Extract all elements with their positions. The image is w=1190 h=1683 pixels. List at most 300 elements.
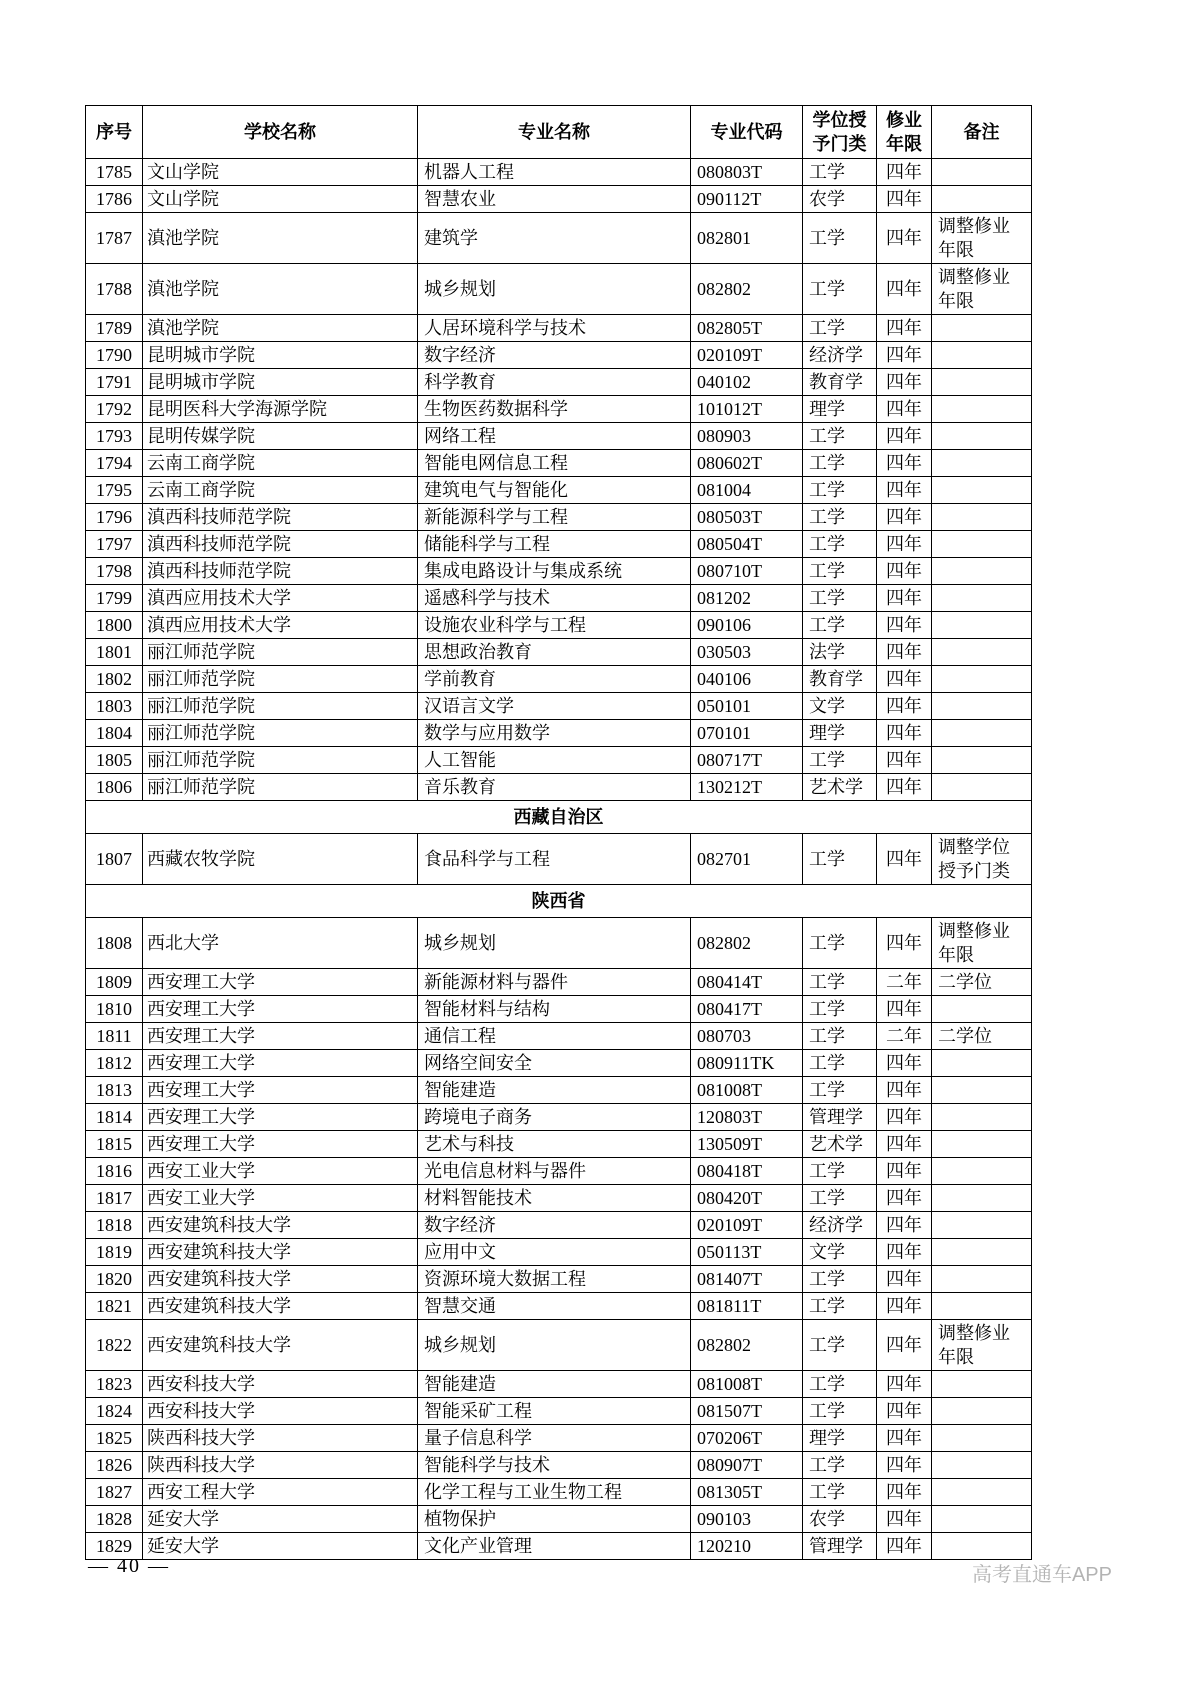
cell-school: 西安理工大学 [143, 996, 418, 1023]
table-row [86, 1239, 1032, 1266]
cell-major: 应用中文 [418, 1239, 691, 1266]
cell-degree: 农学 [803, 186, 877, 213]
cell-years: 四年 [877, 186, 932, 213]
cell-index: 1828 [86, 1506, 143, 1533]
cell-index: 1786 [86, 186, 143, 213]
cell-code: 080602T [691, 450, 803, 477]
cell-remark: 调整修业年限 [932, 918, 1032, 969]
cell-remark [932, 369, 1032, 396]
cell-major: 智慧农业 [418, 186, 691, 213]
table-row [86, 1371, 1032, 1398]
cell-index: 1810 [86, 996, 143, 1023]
table-row [86, 1023, 1032, 1050]
cell-index: 1807 [86, 834, 143, 885]
cell-remark [932, 666, 1032, 693]
cell-index: 1829 [86, 1533, 143, 1560]
cell-school: 西安理工大学 [143, 1077, 418, 1104]
table-row [86, 1533, 1032, 1560]
cell-code: 130509T [691, 1131, 803, 1158]
cell-code: 030503 [691, 639, 803, 666]
table-row [86, 396, 1032, 423]
cell-major: 思想政治教育 [418, 639, 691, 666]
cell-years: 四年 [877, 450, 932, 477]
cell-remark [932, 315, 1032, 342]
cell-school: 西安理工大学 [143, 1131, 418, 1158]
table-row [86, 186, 1032, 213]
cell-degree: 工学 [803, 585, 877, 612]
cell-degree: 工学 [803, 264, 877, 315]
cell-years: 四年 [877, 1158, 932, 1185]
cell-code: 082802 [691, 918, 803, 969]
cell-school: 昆明传媒学院 [143, 423, 418, 450]
cell-code: 082801 [691, 213, 803, 264]
cell-index: 1818 [86, 1212, 143, 1239]
cell-remark [932, 1452, 1032, 1479]
cell-major: 城乡规划 [418, 264, 691, 315]
cell-remark [932, 639, 1032, 666]
header-major: 专业名称 [418, 106, 691, 159]
cell-code: 080903 [691, 423, 803, 450]
cell-school: 滇西科技师范学院 [143, 558, 418, 585]
cell-index: 1809 [86, 969, 143, 996]
cell-years: 四年 [877, 747, 932, 774]
cell-major: 数字经济 [418, 342, 691, 369]
table-row [86, 558, 1032, 585]
cell-code: 120210 [691, 1533, 803, 1560]
table-row [86, 969, 1032, 996]
cell-code: 050113T [691, 1239, 803, 1266]
cell-school: 延安大学 [143, 1506, 418, 1533]
cell-degree: 工学 [803, 504, 877, 531]
cell-index: 1802 [86, 666, 143, 693]
cell-remark [932, 747, 1032, 774]
cell-remark [932, 1212, 1032, 1239]
cell-major: 光电信息材料与器件 [418, 1158, 691, 1185]
cell-code: 081004 [691, 477, 803, 504]
cell-code: 130212T [691, 774, 803, 801]
cell-school: 西安科技大学 [143, 1398, 418, 1425]
cell-code: 081008T [691, 1371, 803, 1398]
watermark-text: 高考直通车APP [971, 1564, 1112, 1586]
cell-major: 通信工程 [418, 1023, 691, 1050]
table-row [86, 639, 1032, 666]
cell-index: 1796 [86, 504, 143, 531]
cell-major: 文化产业管理 [418, 1533, 691, 1560]
cell-degree: 教育学 [803, 666, 877, 693]
cell-years: 四年 [877, 1398, 932, 1425]
cell-years: 四年 [877, 558, 932, 585]
cell-remark [932, 585, 1032, 612]
cell-remark [932, 1293, 1032, 1320]
cell-school: 昆明医科大学海源学院 [143, 396, 418, 423]
cell-code: 080907T [691, 1452, 803, 1479]
cell-years: 四年 [877, 477, 932, 504]
cell-code: 080414T [691, 969, 803, 996]
cell-degree: 工学 [803, 1266, 877, 1293]
cell-index: 1820 [86, 1266, 143, 1293]
cell-remark [932, 186, 1032, 213]
cell-major: 网络工程 [418, 423, 691, 450]
cell-remark [932, 477, 1032, 504]
cell-school: 陕西科技大学 [143, 1425, 418, 1452]
cell-years: 四年 [877, 1104, 932, 1131]
cell-index: 1823 [86, 1371, 143, 1398]
cell-school: 西安建筑科技大学 [143, 1320, 418, 1371]
cell-degree: 工学 [803, 1398, 877, 1425]
cell-remark [932, 693, 1032, 720]
cell-major: 学前教育 [418, 666, 691, 693]
cell-major: 数学与应用数学 [418, 720, 691, 747]
cell-code: 080710T [691, 558, 803, 585]
cell-code: 080420T [691, 1185, 803, 1212]
cell-remark: 二学位 [932, 1023, 1032, 1050]
page-number: — 40 — [88, 1555, 170, 1577]
cell-remark [932, 1479, 1032, 1506]
cell-major: 智能电网信息工程 [418, 450, 691, 477]
cell-degree: 工学 [803, 1185, 877, 1212]
cell-major: 储能科学与工程 [418, 531, 691, 558]
cell-remark [932, 423, 1032, 450]
cell-years: 四年 [877, 264, 932, 315]
table-row [86, 747, 1032, 774]
table-row [86, 1104, 1032, 1131]
cell-major: 人居环境科学与技术 [418, 315, 691, 342]
cell-remark [932, 1533, 1032, 1560]
cell-index: 1805 [86, 747, 143, 774]
cell-index: 1800 [86, 612, 143, 639]
cell-major: 集成电路设计与集成系统 [418, 558, 691, 585]
cell-remark [932, 1398, 1032, 1425]
header-index: 序号 [86, 106, 143, 159]
cell-school: 陕西科技大学 [143, 1452, 418, 1479]
cell-years: 四年 [877, 504, 932, 531]
cell-index: 1824 [86, 1398, 143, 1425]
cell-major: 智慧交通 [418, 1293, 691, 1320]
table-row [86, 264, 1032, 315]
table-row [86, 1131, 1032, 1158]
cell-years: 四年 [877, 1533, 932, 1560]
cell-index: 1795 [86, 477, 143, 504]
cell-index: 1788 [86, 264, 143, 315]
cell-years: 四年 [877, 1479, 932, 1506]
table-row [86, 1293, 1032, 1320]
cell-index: 1827 [86, 1479, 143, 1506]
cell-index: 1793 [86, 423, 143, 450]
cell-school: 西安理工大学 [143, 1104, 418, 1131]
cell-school: 滇池学院 [143, 315, 418, 342]
table-body [86, 159, 1032, 1560]
cell-major: 科学教育 [418, 369, 691, 396]
cell-code: 020109T [691, 342, 803, 369]
cell-remark: 二学位 [932, 969, 1032, 996]
cell-degree: 教育学 [803, 369, 877, 396]
cell-years: 四年 [877, 1050, 932, 1077]
cell-years: 四年 [877, 720, 932, 747]
cell-index: 1785 [86, 159, 143, 186]
cell-school: 西安工程大学 [143, 1479, 418, 1506]
cell-degree: 理学 [803, 720, 877, 747]
cell-school: 滇池学院 [143, 264, 418, 315]
cell-years: 四年 [877, 639, 932, 666]
cell-major: 网络空间安全 [418, 1050, 691, 1077]
cell-years: 二年 [877, 969, 932, 996]
cell-school: 丽江师范学院 [143, 774, 418, 801]
table-row [86, 1479, 1032, 1506]
cell-index: 1797 [86, 531, 143, 558]
cell-code: 082701 [691, 834, 803, 885]
cell-remark [932, 1131, 1032, 1158]
cell-code: 081008T [691, 1077, 803, 1104]
cell-degree: 工学 [803, 531, 877, 558]
table-row [86, 1452, 1032, 1479]
cell-degree: 工学 [803, 1320, 877, 1371]
table-row [86, 612, 1032, 639]
cell-years: 四年 [877, 1212, 932, 1239]
cell-remark: 调整学位授予门类 [932, 834, 1032, 885]
cell-school: 西安理工大学 [143, 1023, 418, 1050]
cell-index: 1822 [86, 1320, 143, 1371]
cell-degree: 工学 [803, 969, 877, 996]
cell-degree: 工学 [803, 558, 877, 585]
cell-degree: 工学 [803, 1452, 877, 1479]
cell-years: 四年 [877, 1506, 932, 1533]
table-row [86, 834, 1032, 885]
cell-remark [932, 1077, 1032, 1104]
cell-years: 四年 [877, 693, 932, 720]
cell-remark: 调整修业年限 [932, 1320, 1032, 1371]
cell-years: 四年 [877, 1293, 932, 1320]
cell-years: 四年 [877, 1185, 932, 1212]
cell-school: 西安建筑科技大学 [143, 1239, 418, 1266]
table-row [86, 1185, 1032, 1212]
cell-index: 1806 [86, 774, 143, 801]
cell-school: 西安理工大学 [143, 969, 418, 996]
table-row [86, 369, 1032, 396]
cell-degree: 经济学 [803, 1212, 877, 1239]
cell-degree: 工学 [803, 1158, 877, 1185]
cell-index: 1804 [86, 720, 143, 747]
cell-years: 四年 [877, 1266, 932, 1293]
cell-school: 西安建筑科技大学 [143, 1212, 418, 1239]
table-row [86, 531, 1032, 558]
cell-code: 080504T [691, 531, 803, 558]
cell-major: 设施农业科学与工程 [418, 612, 691, 639]
cell-remark [932, 342, 1032, 369]
section-label: 陕西省 [86, 885, 1032, 918]
cell-degree: 艺术学 [803, 1131, 877, 1158]
table-row [86, 1077, 1032, 1104]
cell-code: 120803T [691, 1104, 803, 1131]
cell-index: 1789 [86, 315, 143, 342]
cell-remark [932, 531, 1032, 558]
cell-code: 040106 [691, 666, 803, 693]
section-row [86, 885, 1032, 918]
table-row [86, 693, 1032, 720]
cell-code: 090103 [691, 1506, 803, 1533]
cell-major: 智能科学与技术 [418, 1452, 691, 1479]
cell-school: 丽江师范学院 [143, 747, 418, 774]
cell-code: 081407T [691, 1266, 803, 1293]
cell-remark: 调整修业年限 [932, 213, 1032, 264]
table-row [86, 1506, 1032, 1533]
cell-index: 1812 [86, 1050, 143, 1077]
cell-major: 人工智能 [418, 747, 691, 774]
header-code: 专业代码 [691, 106, 803, 159]
cell-remark [932, 159, 1032, 186]
table-row [86, 1050, 1032, 1077]
cell-index: 1815 [86, 1131, 143, 1158]
header-years: 修业年限 [877, 106, 932, 159]
cell-code: 080503T [691, 504, 803, 531]
cell-years: 四年 [877, 423, 932, 450]
cell-years: 四年 [877, 531, 932, 558]
cell-index: 1821 [86, 1293, 143, 1320]
cell-degree: 文学 [803, 693, 877, 720]
cell-school: 滇西应用技术大学 [143, 585, 418, 612]
cell-years: 四年 [877, 1320, 932, 1371]
cell-remark [932, 1050, 1032, 1077]
cell-school: 西安建筑科技大学 [143, 1293, 418, 1320]
cell-index: 1792 [86, 396, 143, 423]
cell-major: 数字经济 [418, 1212, 691, 1239]
cell-degree: 工学 [803, 1077, 877, 1104]
cell-years: 四年 [877, 918, 932, 969]
cell-school: 西藏农牧学院 [143, 834, 418, 885]
majors-table-wrap [85, 105, 1032, 1560]
cell-major: 遥感科学与技术 [418, 585, 691, 612]
cell-school: 文山学院 [143, 159, 418, 186]
cell-index: 1790 [86, 342, 143, 369]
cell-major: 建筑电气与智能化 [418, 477, 691, 504]
cell-degree: 工学 [803, 159, 877, 186]
cell-index: 1811 [86, 1023, 143, 1050]
cell-index: 1794 [86, 450, 143, 477]
cell-code: 020109T [691, 1212, 803, 1239]
cell-major: 机器人工程 [418, 159, 691, 186]
table-row [86, 1158, 1032, 1185]
cell-remark [932, 450, 1032, 477]
cell-index: 1816 [86, 1158, 143, 1185]
cell-school: 丽江师范学院 [143, 693, 418, 720]
cell-major: 新能源科学与工程 [418, 504, 691, 531]
cell-index: 1798 [86, 558, 143, 585]
table-row [86, 774, 1032, 801]
cell-major: 城乡规划 [418, 1320, 691, 1371]
table-row [86, 423, 1032, 450]
cell-remark [932, 1239, 1032, 1266]
cell-remark [932, 1266, 1032, 1293]
table-row [86, 477, 1032, 504]
cell-years: 四年 [877, 396, 932, 423]
cell-degree: 工学 [803, 477, 877, 504]
cell-school: 昆明城市学院 [143, 342, 418, 369]
cell-school: 滇西应用技术大学 [143, 612, 418, 639]
table-row [86, 918, 1032, 969]
cell-major: 植物保护 [418, 1506, 691, 1533]
cell-code: 080803T [691, 159, 803, 186]
header-remark: 备注 [932, 106, 1032, 159]
cell-major: 化学工程与工业生物工程 [418, 1479, 691, 1506]
cell-degree: 管理学 [803, 1533, 877, 1560]
table-row [86, 1212, 1032, 1239]
cell-degree: 艺术学 [803, 774, 877, 801]
cell-index: 1787 [86, 213, 143, 264]
cell-code: 080417T [691, 996, 803, 1023]
cell-major: 资源环境大数据工程 [418, 1266, 691, 1293]
table-row [86, 1320, 1032, 1371]
table-row [86, 315, 1032, 342]
header-degree: 学位授予门类 [803, 106, 877, 159]
cell-index: 1825 [86, 1425, 143, 1452]
cell-major: 智能材料与结构 [418, 996, 691, 1023]
cell-remark [932, 558, 1032, 585]
cell-remark [932, 396, 1032, 423]
cell-degree: 工学 [803, 747, 877, 774]
table-row [86, 1425, 1032, 1452]
cell-code: 081202 [691, 585, 803, 612]
cell-years: 四年 [877, 1425, 932, 1452]
table-row [86, 450, 1032, 477]
cell-code: 101012T [691, 396, 803, 423]
cell-remark [932, 1158, 1032, 1185]
cell-school: 滇西科技师范学院 [143, 531, 418, 558]
cell-major: 食品科学与工程 [418, 834, 691, 885]
cell-school: 延安大学 [143, 1533, 418, 1560]
cell-school: 滇池学院 [143, 213, 418, 264]
cell-degree: 工学 [803, 423, 877, 450]
cell-remark [932, 774, 1032, 801]
table-row [86, 666, 1032, 693]
cell-code: 070206T [691, 1425, 803, 1452]
cell-remark [932, 1506, 1032, 1533]
cell-index: 1808 [86, 918, 143, 969]
cell-degree: 工学 [803, 1479, 877, 1506]
cell-code: 080703 [691, 1023, 803, 1050]
cell-degree: 理学 [803, 1425, 877, 1452]
cell-degree: 经济学 [803, 342, 877, 369]
cell-remark: 调整修业年限 [932, 264, 1032, 315]
cell-degree: 工学 [803, 450, 877, 477]
cell-code: 050101 [691, 693, 803, 720]
cell-years: 四年 [877, 1371, 932, 1398]
cell-school: 昆明城市学院 [143, 369, 418, 396]
cell-code: 040102 [691, 369, 803, 396]
table-row [86, 720, 1032, 747]
cell-degree: 管理学 [803, 1104, 877, 1131]
cell-school: 西安工业大学 [143, 1185, 418, 1212]
cell-degree: 工学 [803, 1023, 877, 1050]
table-row [86, 996, 1032, 1023]
cell-school: 滇西科技师范学院 [143, 504, 418, 531]
cell-years: 四年 [877, 342, 932, 369]
cell-code: 090106 [691, 612, 803, 639]
cell-school: 西安工业大学 [143, 1158, 418, 1185]
table-row [86, 159, 1032, 186]
table-row [86, 504, 1032, 531]
cell-school: 云南工商学院 [143, 477, 418, 504]
table-row [86, 1266, 1032, 1293]
cell-major: 智能建造 [418, 1371, 691, 1398]
cell-remark [932, 504, 1032, 531]
cell-degree: 农学 [803, 1506, 877, 1533]
cell-major: 生物医药数据科学 [418, 396, 691, 423]
cell-major: 建筑学 [418, 213, 691, 264]
cell-remark [932, 1185, 1032, 1212]
cell-years: 四年 [877, 1452, 932, 1479]
cell-remark [932, 1104, 1032, 1131]
cell-major: 音乐教育 [418, 774, 691, 801]
cell-index: 1801 [86, 639, 143, 666]
